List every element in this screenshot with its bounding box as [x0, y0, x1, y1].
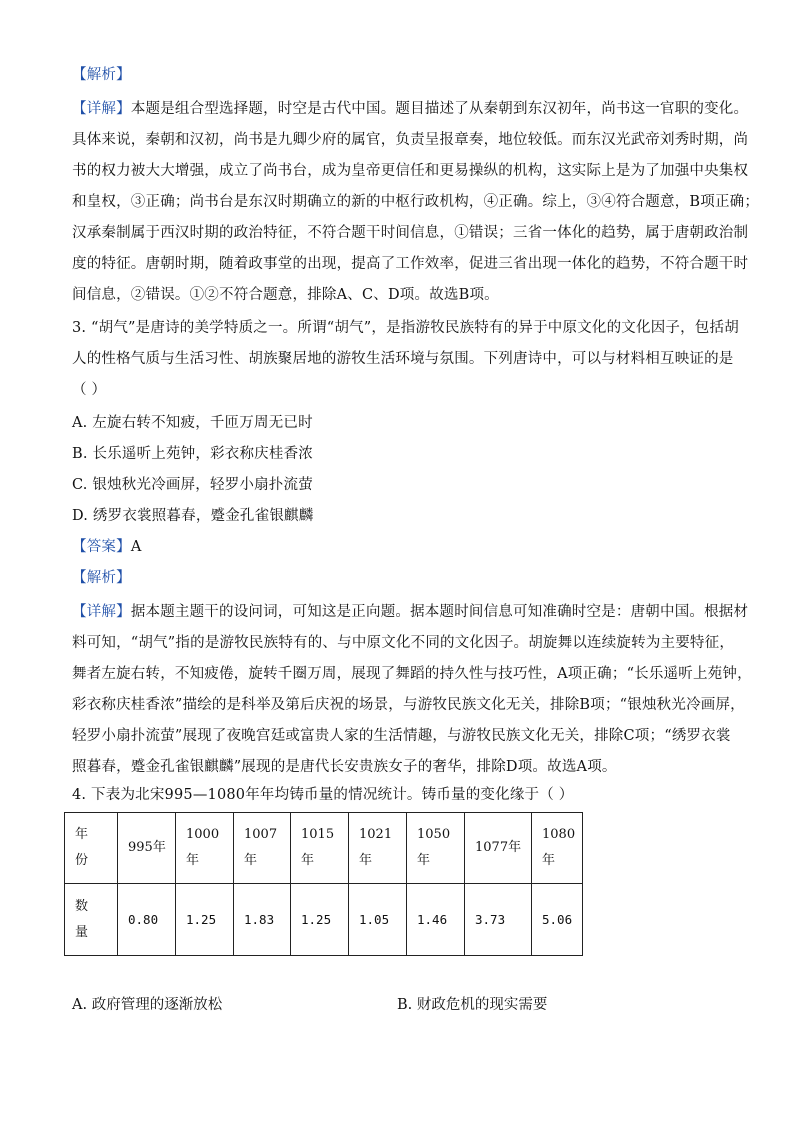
table-year-cell: 995年	[118, 813, 176, 884]
analysis-label: 【解析】	[72, 67, 131, 83]
question-4-option-b: B. 财政危机的现实需要	[397, 997, 548, 1013]
table-value-cell: 1.25	[176, 884, 234, 956]
detail-paragraph-line: 轻罗小扇扑流萤”展现了夜晚宫廷或富贵人家的生活情趣，与游牧民族文化无关，排除C项；“绣罗衣裳	[72, 728, 731, 744]
detail-paragraph-line: 间信息，②错误。①②不符合题意，排除A、C、D项。故选B项。	[72, 287, 499, 303]
table-value-cell: 1.25	[291, 884, 349, 956]
analysis-label: 【解析】	[72, 570, 131, 586]
question-4-stem: 4. 下表为北宋995—1080年年均铸币量的情况统计。铸币量的变化缘于（ ）	[72, 787, 574, 803]
detail-paragraph-line: 度的特征。唐朝时期，随着政事堂的出现，提高了工作效率，促进三省出现一体化的趋势，不符合题干时	[72, 256, 749, 272]
table-value-cell: 0.80	[118, 884, 176, 956]
table-row	[65, 884, 583, 956]
table-value-cell: 1.05	[349, 884, 407, 956]
table-year-cell: 1000 年	[176, 813, 234, 884]
table-year-cell: 1015 年	[291, 813, 349, 884]
question-4-option-a: A. 政府管理的逐渐放松	[72, 997, 223, 1013]
detail-paragraph-line: 料可知，“胡气”指的是游牧民族特有的、与中原文化不同的文化因子。胡旋舞以连续旋转为主要特征，	[72, 635, 735, 651]
question-3-option-d: D. 绣罗衣裳照暮春，蹙金孔雀银麒麟	[72, 508, 314, 524]
question-3-stem: 人的性格气质与生活习性、胡族聚居地的游牧生活环境与氛围。下列唐诗中，可以与材料相互映证的是	[72, 351, 734, 367]
detail-paragraph-line: 【详解】本题是组合型选择题，时空是古代中国。题目描述了从秦朝到东汉初年，尚书这一官职的变化。	[72, 101, 749, 117]
detail-paragraph-line: 彩衣称庆桂香浓”描绘的是科举及第后庆祝的场景，与游牧民族文化无关，排除B项；“银烛秋光冷画屏，	[72, 697, 745, 713]
question-3-option-a: A. 左旋右转不知疲，千匝万周无已时	[72, 415, 313, 431]
detail-paragraph-line: 【详解】据本题主题干的设问词，可知这是正向题。据本题时间信息可知准确时空是：唐朝中国。根据材	[72, 604, 749, 620]
answer-value: A	[130, 539, 142, 555]
table-value-cell: 5.06	[532, 884, 583, 956]
table-row	[65, 813, 583, 884]
detail-label: 【详解】	[72, 604, 131, 620]
answer-line	[72, 538, 141, 556]
detail-label: 【详解】	[72, 101, 131, 117]
question-3-option-b: B. 长乐遥听上苑钟，彩衣称庆桂香浓	[72, 446, 313, 462]
question-3-blank: （ ）	[72, 382, 107, 398]
table-year-cell: 1007 年	[234, 813, 291, 884]
table-header-cell: 年 份	[65, 813, 118, 884]
detail-paragraph-line: 书的权力被大大增强，成立了尚书台，成为皇帝更信任和更易操纵的机构，这实际上是为了加强中央集权	[72, 163, 749, 179]
question-3-option-c: C. 银烛秋光冷画屏，轻罗小扇扑流萤	[72, 477, 313, 493]
detail-paragraph-line: 舞者左旋右转，不知疲倦，旋转千圈万周，展现了舞蹈的持久性与技巧性，A项正确；“长乐遥听上苑钟，	[72, 666, 752, 682]
table-year-cell: 1077年	[465, 813, 532, 884]
table-year-cell: 1050 年	[407, 813, 465, 884]
table-year-cell: 1021 年	[349, 813, 407, 884]
detail-paragraph-line: 和皇权，③正确；尚书台是东汉时期确立的新的中枢行政机构，④正确。综上，③④符合题意，B项正确；	[72, 194, 760, 210]
table-value-cell: 3.73	[465, 884, 532, 956]
detail-paragraph-line: 汉承秦制属于西汉时期的政治特征，不符合题干时间信息，①错误；三省一体化的趋势，属于唐朝政治制	[72, 225, 749, 241]
answer-label: 【答案】	[72, 539, 131, 555]
table-value-cell: 1.46	[407, 884, 465, 956]
table-value-cell: 1.83	[234, 884, 291, 956]
coinage-table	[64, 812, 583, 956]
question-3-stem: 3. “胡气”是唐诗的美学特质之一。所谓“胡气”，是指游牧民族特有的异于中原文化的文化因子，包括胡	[72, 320, 739, 336]
table-year-cell: 1080 年	[532, 813, 583, 884]
detail-paragraph-line: 具体来说，秦朝和汉初，尚书是九卿少府的属官，负责呈报章奏，地位较低。而东汉光武帝刘秀时期，尚	[72, 132, 749, 148]
detail-paragraph-line: 照暮春，蹙金孔雀银麒麟”展现的是唐代长安贵族女子的奢华，排除D项。故选A项。	[72, 759, 617, 775]
table-header-cell: 数 量	[65, 884, 118, 956]
